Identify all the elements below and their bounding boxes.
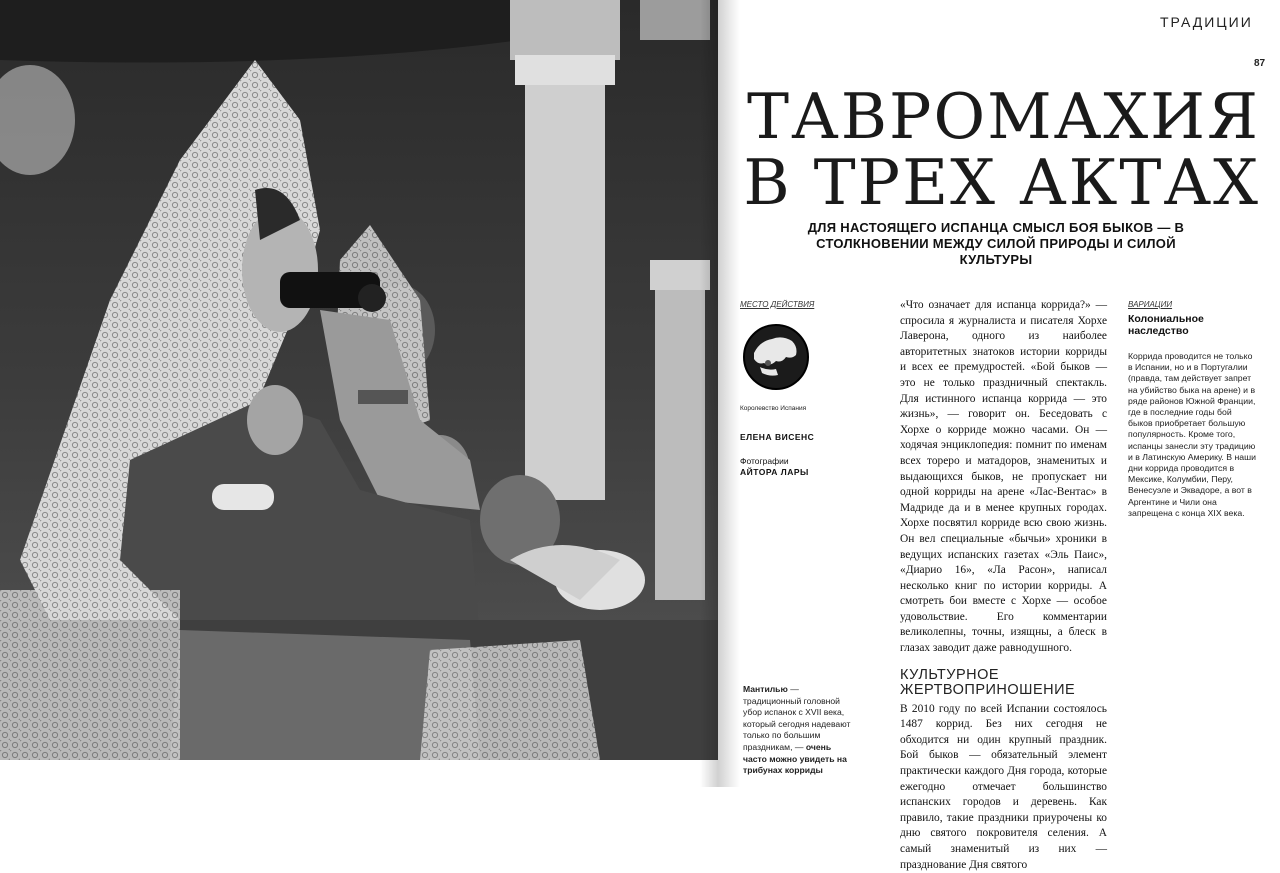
caption-text: — традиционный головной убор испанок с XVII века, который сегодня надевают только по большим праздникам, — bbox=[743, 684, 851, 752]
photo-caption bbox=[743, 684, 853, 777]
sidebar-heading: Колониальное наследство bbox=[1128, 313, 1204, 337]
caption-tail: очень часто можно увидеть на трибунах корриды bbox=[743, 741, 847, 776]
photo-illustration bbox=[0, 0, 718, 760]
article-paragraph-1: «Что означает для испанца коррида?» — спросила я журналиста и писателя Хорхе Лаверона, одного из наиболее авторитетных знатоков истории корриды и всех ее премудростей. «Бой быков — это не только праздничный спектакль. Для истинного испанца коррида — это жизнь», — говорит он. Беседовать с Хорхе о корриде можно часами. Он — ходячая энциклопедия: помнит по именам всех тореро и матадоров, знаменитых и выдающихся быков, не пропускает ни одной корриды на арене «Лас-Вентас» в Мадриде да и в менее крупных городах. Хорхе посвятил корриде всю свою жизнь. Он вел специальные «бычьи» хроники в ведущих испанских газетах «Эль Паис», «Диарио 16», «Ла Расон», написал несколько книг по истории корриды. А смотреть бои вместе с Хорхе — особое удовольствие. Его комментарии великолепны, точны, изящны, а блеск в глазах заводит даже равнодушного. bbox=[900, 299, 1107, 655]
mantilla-photo bbox=[0, 0, 718, 760]
main-article-column bbox=[900, 298, 1107, 873]
place-label: МЕСТО ДЕЙСТВИЯ bbox=[740, 300, 815, 309]
photographer-name: АЙТОРА ЛАРЫ bbox=[740, 467, 809, 477]
photo-credit bbox=[740, 456, 809, 478]
article-subtitle: ДЛЯ НАСТОЯЩЕГО ИСПАНЦА СМЫСЛ БОЯ БЫКОВ — В СТОЛКНОВЕНИИ МЕЖДУ СИЛОЙ ПРИРОДЫ И СИЛОЙ КУЛЬТУРЫ bbox=[807, 220, 1185, 267]
title-line-2: В ТРЕХ АКТАХ bbox=[743, 146, 1260, 219]
article-title bbox=[730, 80, 1260, 219]
title-line-1: ТАВРОМАХИЯ bbox=[747, 80, 1260, 153]
section-label: ТРАДИЦИИ bbox=[1160, 14, 1253, 30]
author-name: ЕЛЕНА ВИСЕНС bbox=[740, 432, 815, 442]
photo-credit-label: Фотографии bbox=[740, 456, 789, 466]
page-number: 87 bbox=[1254, 58, 1266, 69]
place-country: Королевство Испания bbox=[740, 405, 807, 412]
caption-lead: Мантилью bbox=[743, 684, 788, 694]
sidebar-label: ВАРИАЦИИ bbox=[1128, 300, 1173, 309]
sidebar-body: Коррида проводится не только в Испании, но и в Португалии (правда, там действует запрет на убийство быка на арене) и в ряде районов Южной Франции, где в последние годы бой быков приобретает большую популярность. Кроме того, испанцы занесли эту традицию и в Латинскую Америку. В наши дни коррида проводится в Мексике, Колумбии, Перу, Венесуэле и Эквадоре, а вот в Аргентине и Чили она запрещена с конца XIX века. bbox=[1128, 351, 1256, 518]
article-paragraph-2: В 2010 году по всей Испании состоялось 1487 коррид. Без них сегодня не обходится ни один крупный праздник. Бой быков — обязательный элемент практически каждого Дня города, которые ежегодно отмечает большинство испанских городов и деревень. Как правило, такие праздники приурочены ко дню святого покровителя селения. А самый знаменитый из них — празднование Дня святого bbox=[900, 702, 1107, 871]
sidebar-column bbox=[1128, 300, 1256, 519]
europe-globe-icon bbox=[742, 323, 880, 395]
section-heading: КУЛЬТУРНОЕ ЖЕРТВОПРИНОШЕНИЕ bbox=[900, 666, 1076, 698]
place-block bbox=[740, 300, 880, 412]
